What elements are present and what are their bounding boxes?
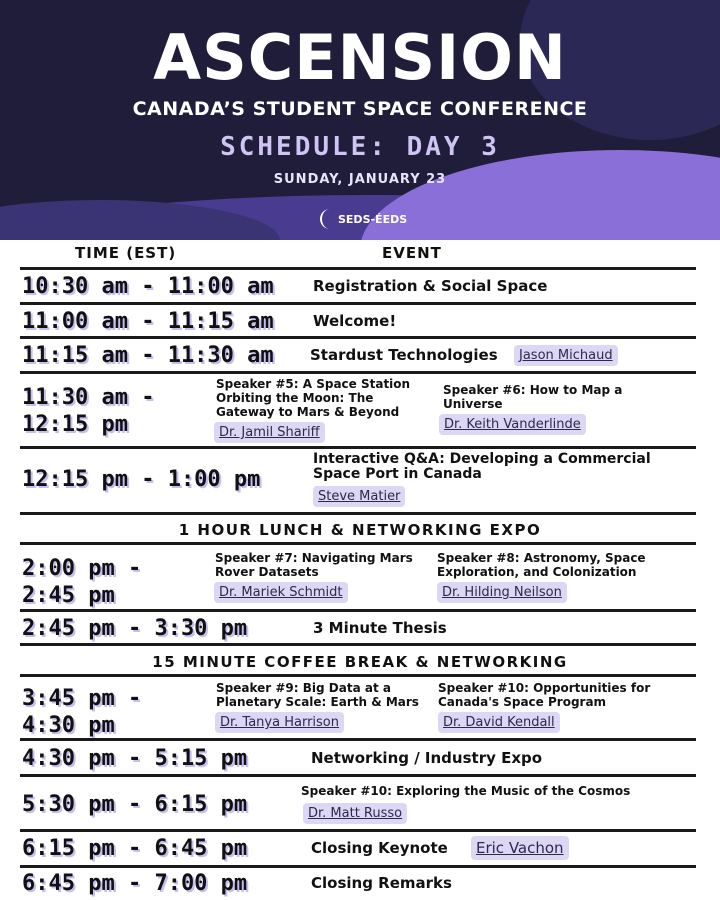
speaker-link[interactable]: Dr. Hilding Neilson xyxy=(437,582,567,603)
session-title-line: Speaker #5: A Space Station xyxy=(216,377,411,391)
session-title-line: Universe xyxy=(443,397,503,411)
event-title: Closing Keynote xyxy=(311,839,448,857)
session-title-line: Canada's Space Program xyxy=(438,695,607,709)
speaker-link[interactable]: Dr. Matt Russo xyxy=(303,803,407,824)
divider xyxy=(20,336,696,339)
crescent-icon xyxy=(318,208,334,230)
divider xyxy=(20,302,696,305)
divider xyxy=(20,738,696,741)
time-line: 3:45 pm - xyxy=(22,686,142,711)
decor-swoosh xyxy=(360,150,720,240)
speaker-link[interactable]: Steve Matier xyxy=(313,486,405,507)
divider xyxy=(20,774,696,777)
time-slot: 12:15 pm - 1:00 pm xyxy=(22,467,261,492)
speaker-link[interactable]: Dr. David Kendall xyxy=(438,712,560,733)
time-slot: 11:00 am - 11:15 am xyxy=(22,309,274,334)
time-line: 2:00 pm - xyxy=(22,556,142,581)
time-slot xyxy=(22,685,141,739)
schedule-day-heading: SCHEDULE: DAY 3 xyxy=(220,132,500,162)
divider xyxy=(20,267,696,270)
seds-logo xyxy=(318,208,407,230)
session-title-line: Exploration, and Colonization xyxy=(437,565,637,579)
session-title-line: Orbiting the Moon: The xyxy=(216,391,374,405)
session-title xyxy=(437,551,646,579)
event-title-line: Space Port in Canada xyxy=(313,466,482,482)
divider xyxy=(20,542,696,545)
time-slot: 5:30 pm - 6:15 pm xyxy=(22,792,248,817)
time-slot xyxy=(22,555,141,609)
session-title-line: Speaker #10: Opportunities for xyxy=(438,681,651,695)
session-title xyxy=(215,551,413,579)
event-title: Stardust Technologies xyxy=(310,346,498,364)
speaker-link[interactable]: Dr. Jamil Shariff xyxy=(214,422,325,443)
column-header-time: TIME (EST) xyxy=(75,244,177,262)
event-title: Registration & Social Space xyxy=(313,277,548,295)
session-title xyxy=(443,383,622,411)
time-slot: 4:30 pm - 5:15 pm xyxy=(22,746,248,771)
session-title xyxy=(216,681,419,709)
divider xyxy=(20,371,696,374)
speaker-link[interactable]: Dr. Tanya Harrison xyxy=(215,712,344,733)
session-title-line: Gateway to Mars & Beyond xyxy=(216,405,400,419)
divider xyxy=(20,643,696,646)
divider xyxy=(20,829,696,832)
session-title-line: Speaker #6: How to Map a xyxy=(443,383,623,397)
event-title: Closing Remarks xyxy=(311,874,452,892)
session-title-line: Planetary Scale: Earth & Mars xyxy=(216,695,419,709)
divider xyxy=(20,609,696,612)
time-slot: 6:15 pm - 6:45 pm xyxy=(22,836,248,861)
session-title xyxy=(216,377,410,419)
event-title: Welcome! xyxy=(313,312,397,330)
session-title: Speaker #10: Exploring the Music of the Cosmos xyxy=(301,784,631,798)
event-title-line: Interactive Q&A: Developing a Commercial xyxy=(313,451,651,467)
time-line: 2:45 pm xyxy=(22,583,115,608)
column-header-event: EVENT xyxy=(382,244,442,262)
session-title-line: Rover Datasets xyxy=(215,565,319,579)
speaker-link[interactable]: Dr. Keith Vanderlinde xyxy=(439,414,586,435)
divider xyxy=(20,512,696,515)
time-slot xyxy=(22,384,154,438)
speaker-link[interactable]: Eric Vachon xyxy=(471,836,569,860)
logo-text: SEDS-ÉEDS xyxy=(338,212,408,226)
speaker-link[interactable]: Jason Michaud xyxy=(514,345,618,366)
speaker-link[interactable]: Dr. Mariek Schmidt xyxy=(214,582,348,603)
time-line: 11:30 am - xyxy=(22,385,155,410)
time-slot: 2:45 pm - 3:30 pm xyxy=(22,616,248,641)
divider xyxy=(20,674,696,677)
header-banner xyxy=(0,0,720,240)
break-banner: 1 HOUR LUNCH & NETWORKING EXPO xyxy=(178,521,542,539)
event-title: 3 Minute Thesis xyxy=(313,619,447,637)
session-title-line: Speaker #9: Big Data at a xyxy=(216,681,391,695)
time-slot: 6:45 pm - 7:00 pm xyxy=(22,871,248,896)
time-line: 12:15 pm xyxy=(22,412,128,437)
schedule-date: SUNDAY, JANUARY 23 xyxy=(273,172,447,187)
session-title-line: Speaker #8: Astronomy, Space xyxy=(437,551,646,565)
break-banner: 15 MINUTE COFFEE BREAK & NETWORKING xyxy=(152,653,568,671)
event-title: Networking / Industry Expo xyxy=(311,749,543,767)
session-title-line: Speaker #7: Navigating Mars xyxy=(215,551,413,565)
event-title xyxy=(313,452,651,482)
time-slot: 10:30 am - 11:00 am xyxy=(22,274,274,299)
divider xyxy=(20,865,696,868)
time-line: 4:30 pm xyxy=(22,713,115,738)
conference-title: ASCENSION xyxy=(153,21,567,94)
time-slot: 11:15 am - 11:30 am xyxy=(22,343,274,368)
session-title xyxy=(438,681,650,709)
conference-subtitle: CANADA’S STUDENT SPACE CONFERENCE xyxy=(132,98,588,120)
divider xyxy=(20,446,696,449)
